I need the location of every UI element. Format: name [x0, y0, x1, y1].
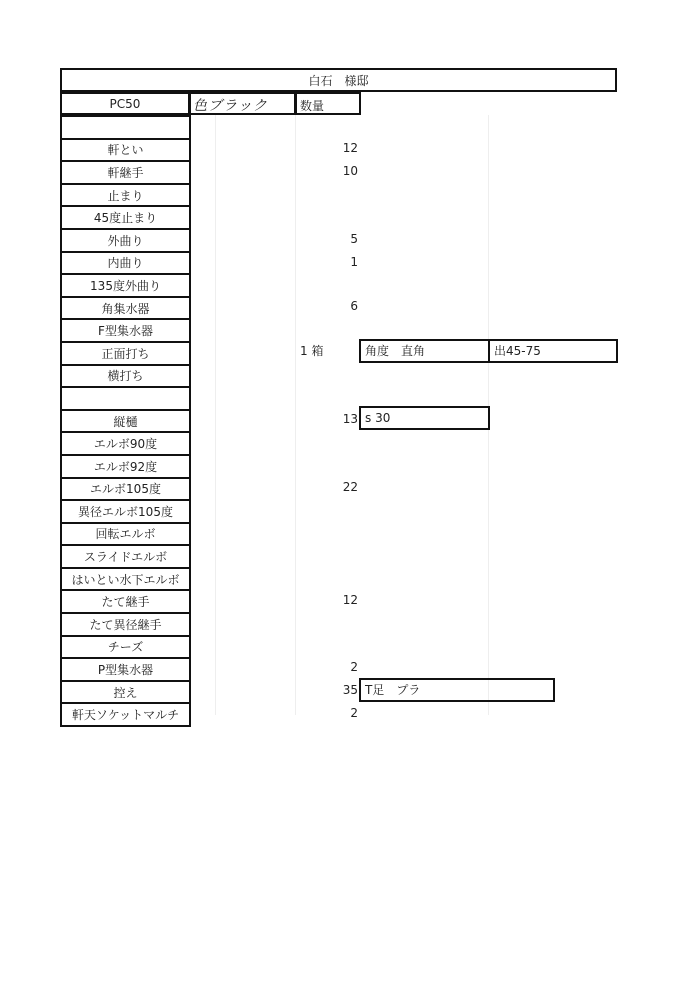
list-item: 135度外曲り	[62, 273, 189, 296]
list-item	[62, 386, 189, 409]
note-hikae-type: T足 プラ	[359, 678, 555, 702]
color-cell	[189, 92, 296, 115]
quantity-elbow105: 22	[342, 480, 358, 494]
list-item: 止まり	[62, 183, 189, 206]
list-item: 正面打ち	[62, 341, 189, 364]
list-item: P型集水器	[62, 657, 189, 680]
list-item: 控え	[62, 680, 189, 703]
list-item: 外曲り	[62, 228, 189, 251]
list-item: 縦樋	[62, 409, 189, 432]
list-item: エルボ92度	[62, 454, 189, 477]
list-item: 軒継手	[62, 160, 189, 183]
quantity-header: 数量	[300, 99, 325, 113]
list-item: 45度止まり	[62, 205, 189, 228]
quantity-ptype: 2	[350, 660, 358, 674]
quantity-kakushusuiki: 6	[350, 299, 358, 313]
list-item: たて継手	[62, 589, 189, 612]
list-item: チーズ	[62, 635, 189, 658]
list-item: 回転エルボ	[62, 522, 189, 545]
quantity-nokitsugite: 10	[342, 164, 358, 178]
product-code: PC50	[109, 97, 141, 111]
list-item: 軒天ソケットマルチ	[62, 702, 189, 725]
list-item: F型集水器	[62, 318, 189, 341]
quantity-uchimagari: 1	[350, 255, 358, 269]
list-item: 軒とい	[62, 138, 189, 161]
list-item	[62, 115, 189, 138]
color-value: 色ブラック	[193, 98, 268, 114]
quantity-tatetsugite: 12	[342, 593, 358, 607]
list-item: はいとい水下エルボ	[62, 567, 189, 590]
quantity-nokiten: 2	[350, 706, 358, 720]
product-code-cell	[60, 92, 190, 115]
list-item: 横打ち	[62, 364, 189, 387]
grid-line	[295, 115, 296, 715]
quantity-header-cell	[295, 92, 361, 115]
list-item: 角集水器	[62, 296, 189, 319]
list-item: たて異径継手	[62, 612, 189, 635]
quantity-shomenuchi: 1 箱	[300, 344, 324, 358]
note-projection: 出45-75	[488, 339, 618, 363]
list-item: エルボ105度	[62, 477, 189, 500]
quantity-tatedoi: 13	[342, 412, 358, 426]
note-angle: 角度 直角	[359, 339, 490, 363]
list-item: スライドエルボ	[62, 544, 189, 567]
title-box	[60, 68, 617, 92]
list-item: 異径エルボ105度	[62, 499, 189, 522]
quantity-hikae: 35	[342, 683, 358, 697]
quantity-nokitoi: 12	[342, 141, 358, 155]
page-title: 白石 様邸	[308, 74, 369, 88]
list-item: エルボ90度	[62, 431, 189, 454]
items-column	[60, 115, 191, 727]
note-tatedoi-size: s 30	[359, 406, 490, 430]
grid-line	[215, 115, 216, 715]
quantity-sotomagari: 5	[350, 232, 358, 246]
list-item: 内曲り	[62, 251, 189, 274]
